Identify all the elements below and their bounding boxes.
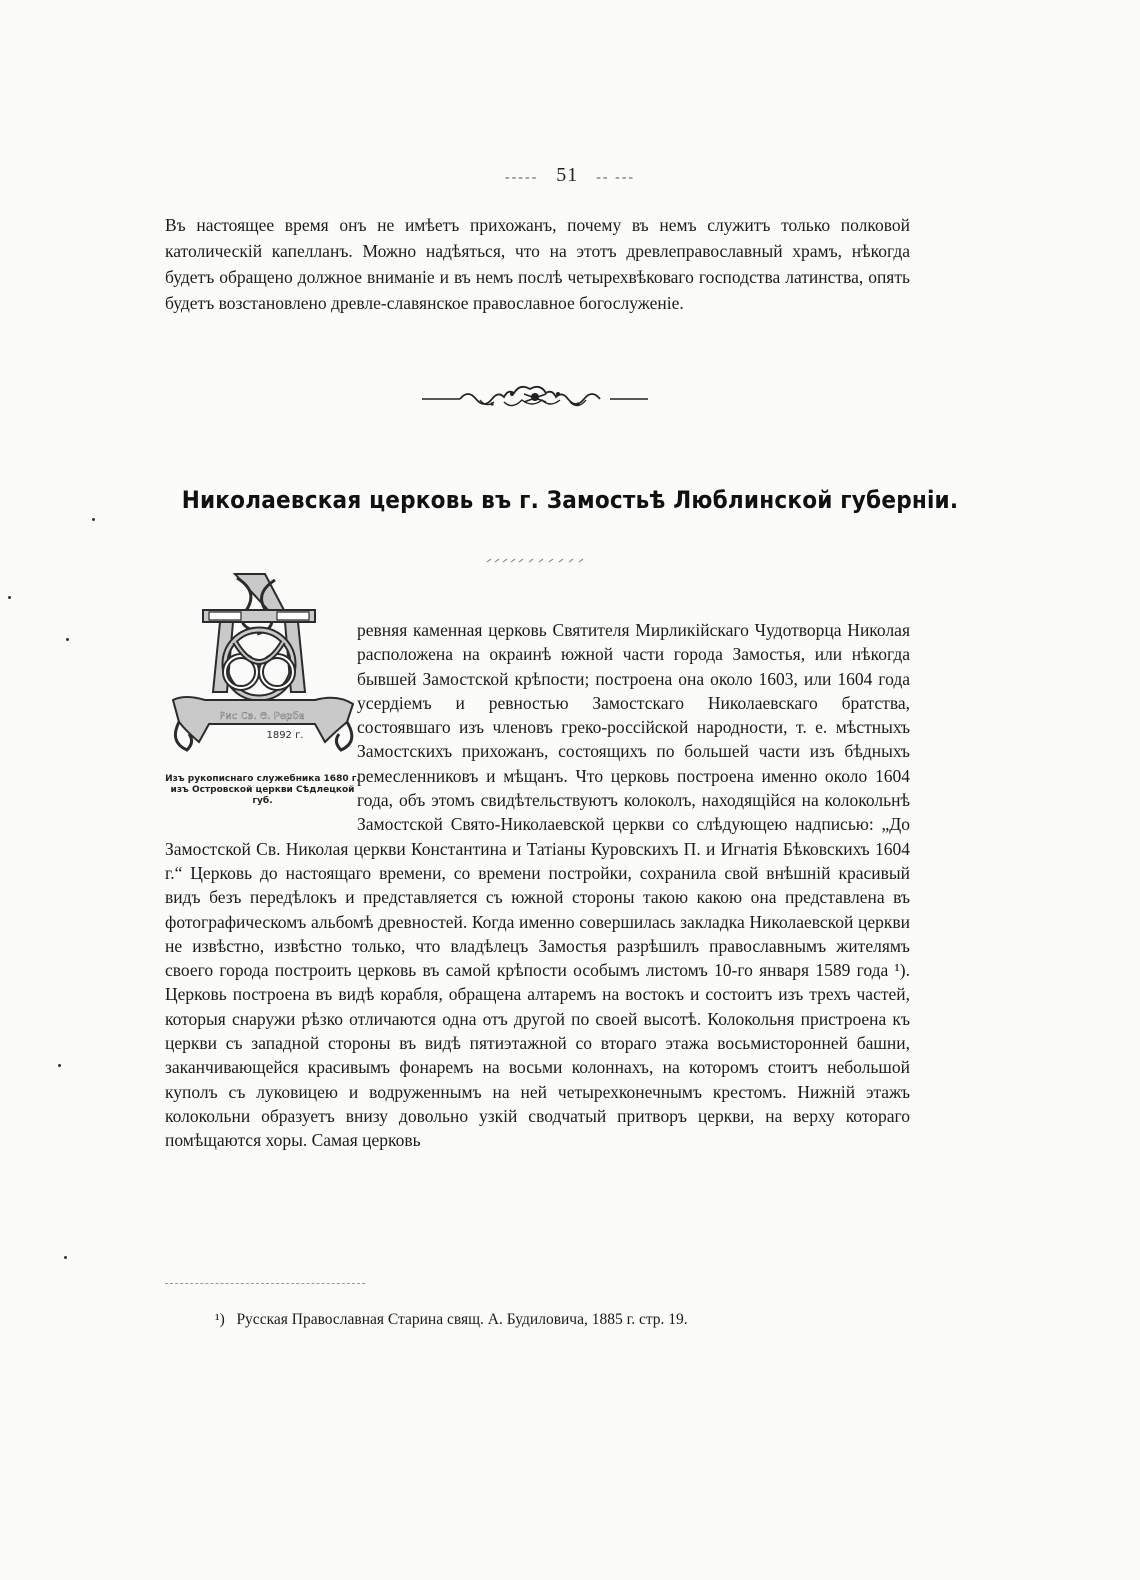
- page-number-value: 51: [556, 164, 579, 186]
- footnote: [215, 1309, 915, 1331]
- divider-ornament-icon: [420, 380, 650, 416]
- inscription-line1: Рис Св. Ө. Рерба: [219, 711, 305, 722]
- scan-speck: [8, 596, 11, 599]
- scan-speck: [58, 1064, 61, 1067]
- inscription-line2: 1892 г.: [266, 730, 304, 741]
- page-number-right-dashes: -- ---: [596, 170, 636, 185]
- footnote-marker: ¹): [215, 1311, 225, 1328]
- page-number: [0, 164, 1140, 187]
- figure-float-space: [165, 618, 357, 816]
- intro-paragraph: Въ настоящее время онъ не имѣетъ прихожанъ, почему въ немъ служитъ только полковой католическій капелланъ. Можно надѣяться, что на этотъ древлеправославный храмъ, нѣкогда будетъ обращено должное вниманіе и въ немъ послѣ четырехвѣковаго господства латинства, опять будетъ возстановлено древле-славянское православное богослуженіе.: [165, 215, 910, 313]
- scan-speck: [92, 518, 95, 521]
- scan-speck: [66, 638, 69, 641]
- section-title: Николаевская церковь въ г. Замостьѣ Люблинской губерніи.: [181, 486, 959, 514]
- footnote-text: Русская Православная Старина свящ. А. Будиловича, 1885 г. стр. 19.: [236, 1311, 688, 1328]
- body-text-block: [165, 618, 910, 1153]
- page-number-left-dashes: -----: [504, 170, 539, 185]
- intro-paragraph-block: [165, 212, 910, 316]
- figure-caption: Изъ рукописнаго служебника 1680 г. изъ Островской церкви Сѣдлецкой губ.: [165, 774, 360, 806]
- body-paragraph: ревняя каменная церковь Святителя Мирликійскаго Чудотворца Николая расположена на окраинѣ южной части города Замостья, или нѣкогда бывшей Замостской крѣпости; построена она около 1603, или 1604 года усердіемъ и ревностью Замостскаго Николаевскаго братства, состоявшаго изъ членовъ греко-россійской народности, т. е. мѣстныхъ Замостскихъ прихожанъ, состоящихъ по большей части изъ бѣдныхъ ремесленниковъ и мѣщанъ. Что церковь построена именно около 1604 года, объ этомъ свидѣтельствуютъ колоколъ, находящійся на колокольнѣ Замостской Свято-Николаевской церкви со слѣдующею надписью: „До Замостской Св. Николая церкви Константина и Татіаны Куровскихъ П. и Игнатія Бѣковскихъ 1604 г.“ Церковь до настоящаго времени, со времени постройки, сохранила свой внѣшній красивый видъ безъ передѣлокъ и представляется съ южной стороны такою какою она представлена въ фотографическомъ альбомѣ древностей. Когда именно совершилась закладка Николаевской церкви не извѣстно, извѣстно только, что владѣлецъ Замостья разрѣшилъ православнымъ жителямъ своего города построить церковь въ самой крѣпости особымъ листомъ 10-го января 1589 года ¹). Церковь построена въ видѣ корабля, обращена алтаремъ на востокъ и состоитъ изъ трехъ частей, которыя снаружи рѣзко отличаются одна отъ другой по своей высотѣ. Колокольня пристроена къ церкви съ западной стороны въ видѣ пятиэтажной со втораго этажа восьмисторонней башни, заканчивающейся красивымъ фонаремъ на восьми колоннахъ, на которомъ стоитъ небольшой куполъ съ луковицею и водруженнымъ на ней четырехконечнымъ крестомъ. Нижній этажъ колокольни образуетъ внизу довольно узкій сводчатый притворъ церкви, на верху котораго помѣщаются хоры. Самая церковь: [165, 620, 910, 1151]
- footnote-rule: [165, 1283, 365, 1284]
- title-flourish-icon: [485, 556, 585, 566]
- scan-speck: [64, 1256, 67, 1259]
